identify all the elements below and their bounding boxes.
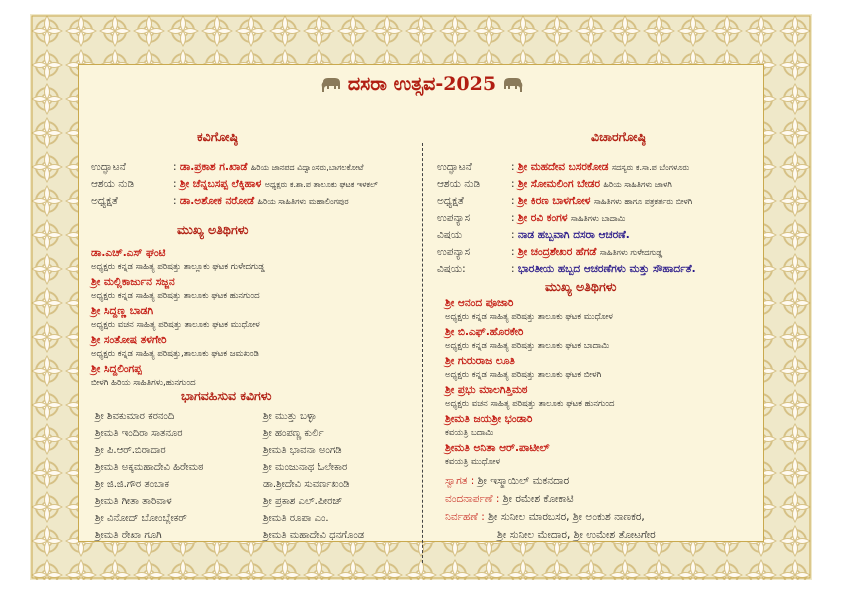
guest-name: ಶ್ರೀ ಪ್ರಭು ಮಾಲಗಿತ್ತಿಮಠ — [445, 384, 528, 396]
guest-name: ಶ್ರೀ ಸಿದ್ದಲಿಂಗಪ್ಪ — [91, 363, 142, 375]
topic-text: ನಾಡ ಹಬ್ಬವಾಗಿ ದಸರಾ ಆಚರಣೆ. — [517, 229, 630, 241]
guest-name: ಶ್ರೀಮತಿ ಅನಿತಾ ಆರ್.ಪಾಟೀಲ್ — [445, 442, 550, 454]
vichara-row: ಉದ್ಘಾಟನೆ : ಶ್ರೀ ಮಹದೇವ ಬಸರಕೋಡ ಸದಸ್ಯರು ಕ.ಸಾ.ಪ ಬೆಂಗಳೂರು — [437, 161, 690, 173]
poet-name: ಶ್ರೀಮತಿ ರೂಪಾ ಎಂ. — [263, 513, 329, 524]
vichara-row: ಉಪನ್ಯಾಸ : ಶ್ರೀ ಚಂದ್ರಶೇಖರ ಹೆಗಡೆ ಸಾಹಿತಿಗಳು ಗುಳೇದಗುಡ್ಡ — [437, 246, 663, 258]
row-name: ಡಾ.ಪ್ರಕಾಶ ಗ.ಖಾಡೆ — [179, 161, 248, 173]
poet-name: ಶ್ರೀ ಪಿ.ಆರ್.ಬಿರಾದಾರ — [95, 445, 166, 456]
page-title — [79, 73, 765, 95]
row-label: ಆಶಯ ನುಡಿ — [91, 178, 135, 190]
guest-desc: ಅಧ್ಯಕ್ಷರು ಕನ್ನಡ ಸಾಹಿತ್ಯ ಪರಿಷತ್ತು ತಾಲೂಕು ಘಟಕ ಮುಧೋಳ — [445, 312, 613, 322]
row-desc: ಸಾಹಿತಿಗಳು ಹಾಗೂ ಪತ್ರಕರ್ತರು ಬೀಳಗಿ — [593, 197, 693, 206]
row-desc: ಸದಸ್ಯರು ಕ.ಸಾ.ಪ ಬೆಂಗಳೂರು — [611, 163, 690, 172]
poet-name: ಶ್ರೀಮತಿ ಭಾವನಾ ಅಂಗಡಿ — [263, 445, 342, 456]
row-desc: ಹಿರಿಯ ಸಾಹಿತಿಗಳು ಜಾಳಗಿ — [603, 180, 672, 189]
content-panel — [78, 64, 764, 542]
decorative-frame — [30, 14, 812, 580]
row-label: ಉಪನ್ಯಾಸ — [437, 212, 471, 224]
row-name: ಡಾ.ಅಶೋಕ ನರೋಡೆ — [179, 195, 255, 207]
guest-desc: ಕವಯತ್ರಿ ಬದಾಮಿ — [445, 428, 494, 438]
poet-name: ಶ್ರೀ ಪ್ರಕಾಶ ಎಲ್.ಪೀರಜ್ — [263, 496, 343, 507]
row-label: ವಿಷಯ — [437, 229, 463, 241]
compere-value-2: ಶ್ರೀ ಸುನೀಲ ಮೇದಾರ, ಶ್ರೀ ಉಮೇಶ ತೋಟಗೇರ — [497, 529, 656, 541]
poet-name: ಶ್ರೀ ಮಂಜುನಾಥ ಓಲೇಕಾರ — [263, 462, 348, 473]
column-divider — [422, 143, 423, 563]
kavigoshti-row: ಉದ್ಘಾಟನೆ : ಡಾ.ಪ್ರಕಾಶ ಗ.ಖಾಡೆ ಹಿರಿಯ ಜಾನಪದ ವಿದ್ವಾಂಸರು,ಬಾಗಲಕೋಟೆ — [91, 161, 364, 173]
right-guests-heading: ಮುಖ್ಯ ಅತಿಥಿಗಳು — [545, 279, 617, 294]
row-desc: ಸಾಹಿತಿಗಳು ಗುಳೇದಗುಡ್ಡ — [599, 248, 663, 257]
guest-desc: ಅಧ್ಯಕ್ಷರು ಕನ್ನಡ ಸಾಹಿತ್ಯ ಪರಿಷತ್ತು ತಾಲೂಕು ಘಟಕ ಹುನಗುಂದ — [91, 291, 260, 301]
row-name: ಶ್ರೀ ಚಂದ್ರಶೇಖರ ಹೆಗಡೆ — [517, 246, 597, 258]
guest-name: ಡಾ.ಎಚ್.ಎಸ್ ಘಂಟಿ — [91, 247, 166, 259]
row-label: ಅಧ್ಯಕ್ಷತೆ — [437, 195, 464, 207]
elephant-icon — [502, 76, 524, 94]
row-desc: ಹಿರಿಯ ಸಾಹಿತಿಗಳು ಮಹಾಲಿಂಗಪುರ — [257, 197, 349, 206]
welcome-label: ಸ್ವಾಗತ — [445, 475, 468, 487]
welcome-row: ಸ್ವಾಗತ : ಶ್ರೀ ಇಸ್ಮಾಯಿಲ್ ಮಕನದಾರ — [445, 475, 570, 487]
poet-name: ಶ್ರೀಮತಿ ಗೀತಾ ತಾರಿವಾಳ — [95, 496, 172, 507]
guest-desc: ಅಧ್ಯಕ್ಷರು ವಚನ ಸಾಹಿತ್ಯ ಪರಿಷತ್ತು ತಾಲೂಕು ಘಟಕ ಹುನಗುಂದ — [445, 399, 615, 409]
guest-name: ಶ್ರೀ ಸಂತೋಷ ತಳಗೇರಿ — [91, 334, 167, 346]
poets-heading: ಭಾಗವಹಿಸುವ ಕವಿಗಳು — [181, 388, 272, 403]
vichara-row: ಉಪನ್ಯಾಸ : ಶ್ರೀ ರವಿ ಕಂಗಳ ಸಾಹಿತಿಗಳು ಬಾದಾಮಿ — [437, 212, 626, 224]
guest-desc: ಅಧ್ಯಕ್ಷರು ಕನ್ನಡ ಸಾಹಿತ್ಯ ಪರಿಷತ್ತು,ತಾಲೂಕು ಘಟಕ ಜಮಖಂಡಿ — [91, 349, 259, 359]
kavigoshti-row: ಆಶಯ ನುಡಿ : ಶ್ರೀ ಚೆನ್ನಬಸಪ್ಪ ಲೆಕ್ಕಿಹಾಳ ಅಧ್ಯಕ್ಷರು ಕ.ಶಾ.ಪ ತಾಲೂಕು ಘಟಕ ಇಳಕಲ್ — [91, 178, 378, 190]
row-label: ಉಪನ್ಯಾಸ — [437, 246, 471, 258]
vichara-row: ಅಧ್ಯಕ್ಷತೆ : ಶ್ರೀ ಕಿರಣ ಬಾಳಗೋಳ ಸಾಹಿತಿಗಳು ಹಾಗೂ ಪತ್ರಕರ್ತರು ಬೀಳಗಿ — [437, 195, 693, 207]
poet-name: ಶ್ರೀ ಮುತ್ತು ಬಳ್ಳಾ — [263, 411, 317, 422]
row-desc: ಹಿರಿಯ ಜಾನಪದ ವಿದ್ವಾಂಸರು,ಬಾಗಲಕೋಟೆ — [250, 163, 364, 172]
guest-name: ಶ್ರೀ ಮಲ್ಲಿಕಾರ್ಜುನ ಸಜ್ಜನ — [91, 276, 175, 288]
title-year: 2025 — [443, 73, 497, 95]
compere-row-cont — [497, 529, 656, 542]
poet-name: ಶ್ರೀಮತಿ ರೇಖಾ ಗೂಗಿ — [95, 530, 162, 541]
kavigoshti-heading: ಕವಿಗೋಷ್ಠಿ — [197, 129, 239, 144]
guest-name: ಶ್ರೀ ಸಿದ್ದಣ್ಣ ಬಾಡಗಿ — [91, 305, 154, 317]
row-label: ಆಶಯ ನುಡಿ — [437, 178, 481, 190]
poet-name: ಡಾ.ಶ್ರೀದೇವಿ ಸುವರ್ಣಖಂಡಿ — [263, 479, 350, 490]
guest-desc: ಅಧ್ಯಕ್ಷರು ಕನ್ನಡ ಸಾಹಿತ್ಯ ಪರಿಷತ್ತು ತಾಲೂಕು ಘಟಕ ಬೀಳಗಿ — [445, 370, 602, 380]
row-name: ಶ್ರೀ ಕಿರಣ ಬಾಳಗೋಳ — [517, 195, 591, 207]
left-guests-heading: ಮುಖ್ಯ ಅತಿಥಿಗಳು — [177, 222, 249, 237]
guest-desc: ಬೀಳಗಿ ಹಿರಿಯ ಸಾಹಿತಿಗಳು,ಹುನಗುಂದ — [91, 378, 196, 388]
poet-name: ಶ್ರೀಮತಿ ಅಕ್ಕಮಹಾದೇವಿ ಹಿರೇಮಠ — [95, 462, 204, 473]
topic-text: ಭಾರತೀಯ ಹಬ್ಬದ ಆಚರಣೆಗಳು ಮತ್ತು ಸೌಹಾರ್ದತೆ. — [517, 263, 696, 275]
row-name: ಶ್ರೀ ಚೆನ್ನಬಸಪ್ಪ ಲೆಕ್ಕಿಹಾಳ — [179, 178, 262, 190]
title-text: ದಸರಾ ಉತ್ಸವ- — [347, 73, 444, 95]
poet-name: ಶ್ರೀ ಜಿ.ಜಿ.ಗೌರ ತಂಬಾಕ — [95, 479, 169, 490]
row-label: ವಿಷಯ: — [437, 263, 466, 275]
vichara-row: ಆಶಯ ನುಡಿ : ಶ್ರೀ ಸೋಮಲಿಂಗ ಬೇಡರ ಹಿರಿಯ ಸಾಹಿತಿಗಳು ಜಾಳಗಿ — [437, 178, 672, 190]
vicharagoshti-heading: ವಿಚಾರಗೋಷ್ಠಿ — [591, 129, 646, 144]
compere-label: ನಿರ್ವಹಣೆ — [445, 511, 478, 523]
guest-name: ಶ್ರೀಮತಿ ಜಯಶ್ರೀ ಭಂಡಾರಿ — [445, 413, 533, 425]
guest-name: ಶ್ರೀ ಬಿ.ಎಫ್.ಹೊರಕೇರಿ — [445, 326, 524, 338]
row-label: ಅಧ್ಯಕ್ಷತೆ — [91, 195, 118, 207]
guest-desc: ಅಧ್ಯಕ್ಷರು ಕನ್ನಡ ಸಾಹಿತ್ಯ ಪರಿಷತ್ತು ತಾಲ್ಲೂಕು ಘಟಕ ಗುಳೇದಗುಡ್ಡ — [91, 262, 265, 272]
row-label: ಉದ್ಘಾಟನೆ — [437, 161, 472, 173]
compere-value: ಶ್ರೀ ಸುನೀಲ ಮಾರಬಸರ, ಶ್ರೀ ಅಂಕುಶ ನಾಣಕರ, — [488, 511, 645, 523]
welcome-value: ಶ್ರೀ ಇಸ್ಮಾಯಿಲ್ ಮಕನದಾರ — [477, 475, 570, 487]
poet-name: ಶ್ರೀಮತಿ ಇಂದಿರಾ ಸಾತನೂರ — [95, 428, 183, 439]
compere-row: ನಿರ್ವಹಣೆ : ಶ್ರೀ ಸುನೀಲ ಮಾರಬಸರ, ಶ್ರೀ ಅಂಕುಶ ನಾಣಕರ, — [445, 511, 645, 523]
guest-desc: ಅಧ್ಯಕ್ಷರು ವಚನ ಸಾಹಿತ್ಯ ಪರಿಷತ್ತು ತಾಲೂಕು ಘಟಕ ಮುಧೋಳ — [91, 320, 260, 330]
vote-of-thanks-value: ಶ್ರೀ ರಮೇಶ ಕೋಕಾಟಿ — [502, 493, 574, 505]
row-name: ಶ್ರೀ ಸೋಮಲಿಂಗ ಬೇಡರ — [517, 178, 601, 190]
row-desc: ಅಧ್ಯಕ್ಷರು ಕ.ಶಾ.ಪ ತಾಲೂಕು ಘಟಕ ಇಳಕಲ್ — [264, 180, 378, 189]
row-name: ಶ್ರೀ ರವಿ ಕಂಗಳ — [517, 212, 568, 224]
vichara-row: ವಿಷಯ: : ಭಾರತೀಯ ಹಬ್ಬದ ಆಚರಣೆಗಳು ಮತ್ತು ಸೌಹಾರ್ದತೆ. — [437, 263, 696, 275]
vichara-row: ವಿಷಯ : ನಾಡ ಹಬ್ಬವಾಗಿ ದಸರಾ ಆಚರಣೆ. — [437, 229, 630, 241]
row-label: ಉದ್ಘಾಟನೆ — [91, 161, 126, 173]
row-desc: ಸಾಹಿತಿಗಳು ಬಾದಾಮಿ — [570, 214, 626, 223]
elephant-icon — [320, 76, 342, 94]
vote-of-thanks-label: ವಂದನಾರ್ಪಣೆ — [445, 493, 493, 505]
vote-of-thanks-row: ವಂದನಾರ್ಪಣೆ : ಶ್ರೀ ರಮೇಶ ಕೋಕಾಟಿ — [445, 493, 574, 505]
guest-desc: ಕವಯತ್ರಿ ಮುಧೋಳ — [445, 457, 501, 467]
guest-desc: ಅಧ್ಯಕ್ಷರು ಕನ್ನಡ ಸಾಹಿತ್ಯ ಪರಿಷತ್ತು ತಾಲೂಕು ಘಟಕ ಬಾದಾಮಿ — [445, 341, 610, 351]
row-name: ಶ್ರೀ ಮಹದೇವ ಬಸರಕೋಡ — [517, 161, 609, 173]
poet-name: ಶ್ರೀಮತಿ ಮಹಾದೇವಿ ಧನಗೊಂಡ — [263, 530, 365, 541]
poet-name: ಶ್ರೀ ವಿನೋದ್ ಬೋಂಬ್ಲೇಕರ್ — [95, 513, 187, 524]
guest-name: ಶ್ರೀ ಆನಂದ ಪೂಜಾರಿ — [445, 297, 514, 309]
poet-name: ಶ್ರೀ ಶಿವಕುಮಾರ ಕರನಂದಿ — [95, 411, 175, 422]
kavigoshti-row: ಅಧ್ಯಕ್ಷತೆ : ಡಾ.ಅಶೋಕ ನರೋಡೆ ಹಿರಿಯ ಸಾಹಿತಿಗಳು ಮಹಾಲಿಂಗಪುರ — [91, 195, 349, 207]
guest-name: ಶ್ರೀ ಗುರುರಾಜ ಲೂತಿ — [445, 355, 515, 367]
poet-name: ಶ್ರೀ ಹಂಪಣ್ಣ ಕುರ್ಲಿ — [263, 428, 324, 439]
